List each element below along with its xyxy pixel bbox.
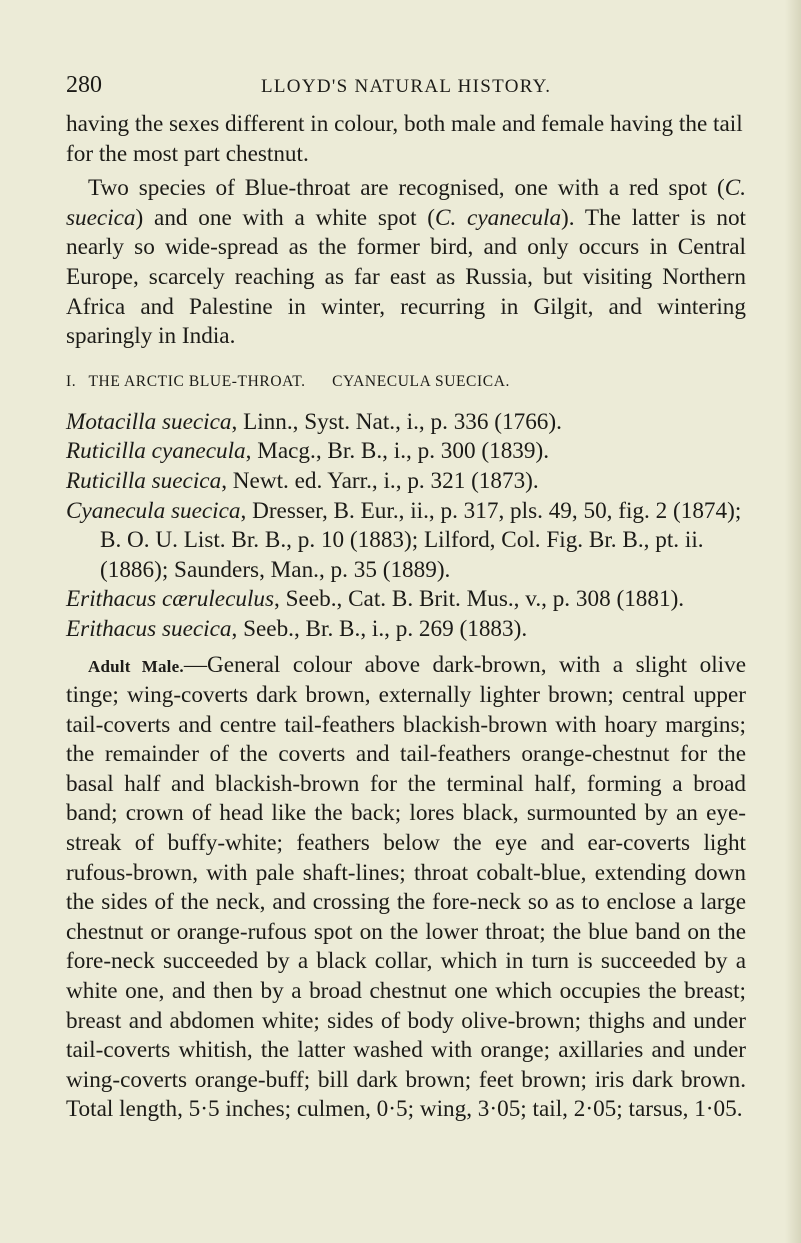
species-paragraph — [66, 174, 746, 352]
description-lead: Adult Male. — [88, 656, 184, 676]
section-number: I. — [66, 372, 77, 390]
synonym-entry — [66, 467, 746, 497]
synonym-reference: , Seeb., Br. B., i., p. 269 (1883). — [231, 615, 528, 642]
section-english-name: THE ARCTIC BLUE-THROAT. — [88, 372, 306, 390]
synonym-name: Erithacus cæruleculus — [66, 586, 275, 613]
page-header — [66, 72, 756, 102]
page-number: 280 — [66, 72, 102, 98]
species-name-suecica: C. suecica — [66, 175, 746, 231]
synonym-reference: , Macg., Br. B., i., p. 300 (1839). — [245, 438, 549, 465]
synonymy-list — [66, 408, 746, 645]
page-body — [66, 110, 746, 1125]
synonym-entry — [66, 408, 746, 438]
species-text-1: Two species of Blue-throat are recognised, one with a red spot ( — [88, 175, 725, 202]
synonym-entry — [66, 585, 746, 615]
continued-paragraph: having the sexes different in colour, both male and female having the tail for the most part chestnut. — [66, 111, 743, 167]
synonym-name: Motacilla suecica — [66, 408, 232, 435]
page-edge-shadow — [785, 0, 801, 1243]
synonym-name: Cyanecula suecica — [66, 497, 241, 524]
synonym-name: Ruticilla suecica — [66, 467, 222, 494]
synonym-name: Erithacus suecica — [66, 615, 232, 642]
synonym-name: Ruticilla cyanecula — [66, 438, 246, 465]
synonym-reference: , Linn., Syst. Nat., i., p. 336 (1766). — [231, 408, 562, 435]
synonym-entry — [66, 615, 746, 645]
species-text-2: ) and one with a white spot ( — [135, 204, 436, 231]
description-text: —General colour above dark-brown, with a slight olive tinge; wing-coverts dark brown, externally lighter brown; central upper tail-coverts and centre tail-feathers blackish-brown with hoary margins; the remainder of the coverts and tail-feathers orange-chestnut for the basal half and blackish-brown for the terminal half, forming a broad band; crown of head like the back; lores black, surmounted by an eye-streak of buffy-white; feathers below the eye and ear-coverts light rufous-brown, with pale shaft-lines; throat cobalt-blue, extending down the sides of the neck, and crossing the fore-neck so as to enclose a large chestnut or orange-rufous spot on the lower throat; the blue band on the fore-neck succeeded by a black collar, which in turn is succeeded by a white one, and then by a broad chestnut one which occupies the breast; breast and abdomen white; sides of body olive-brown; thighs and under tail-coverts whitish, the latter washed with orange; axillaries and under wing-coverts orange-buff; bill dark brown; feet brown; iris dark brown. Total length, 5·5 inches; culmen, 0·5; wing, 3·05; tail, 2·05; tarsus, 1·05. — [66, 651, 746, 1123]
synonym-entry — [66, 437, 746, 467]
species-text-3: ). The latter is not nearly so wide-spread as the former bird, and only occurs in Central Europe, scarcely reaching as far east as Russia, but visiting Northern Africa and Palestine in winter, recurring in Gilgit, and wintering sparingly in India. — [66, 204, 747, 350]
description-paragraph — [66, 651, 746, 1126]
synonym-reference: , Seeb., Cat. B. Brit. Mus., v., p. 308 (1881). — [274, 586, 685, 613]
section-heading — [66, 372, 746, 392]
section-scientific-name: CYANECULA SUECICA. — [332, 372, 510, 390]
running-head: LLOYD'S NATURAL HISTORY. — [261, 76, 552, 97]
synonym-reference: , Newt. ed. Yarr., i., p. 321 (1873). — [221, 467, 539, 494]
synonym-entry — [66, 497, 746, 586]
synonym-reference: , Dresser, B. Eur., ii., p. 317, pls. 49, 50, fig. 2 (1874); B. O. U. List. Br. B., p. 10 (1883); Lilford, Col. Fig. Br. B., pt. ii. (1886); Saunders, Man., p. 35 (1889). — [100, 497, 742, 583]
species-name-cyanecula: C. cyanecula — [435, 204, 562, 231]
